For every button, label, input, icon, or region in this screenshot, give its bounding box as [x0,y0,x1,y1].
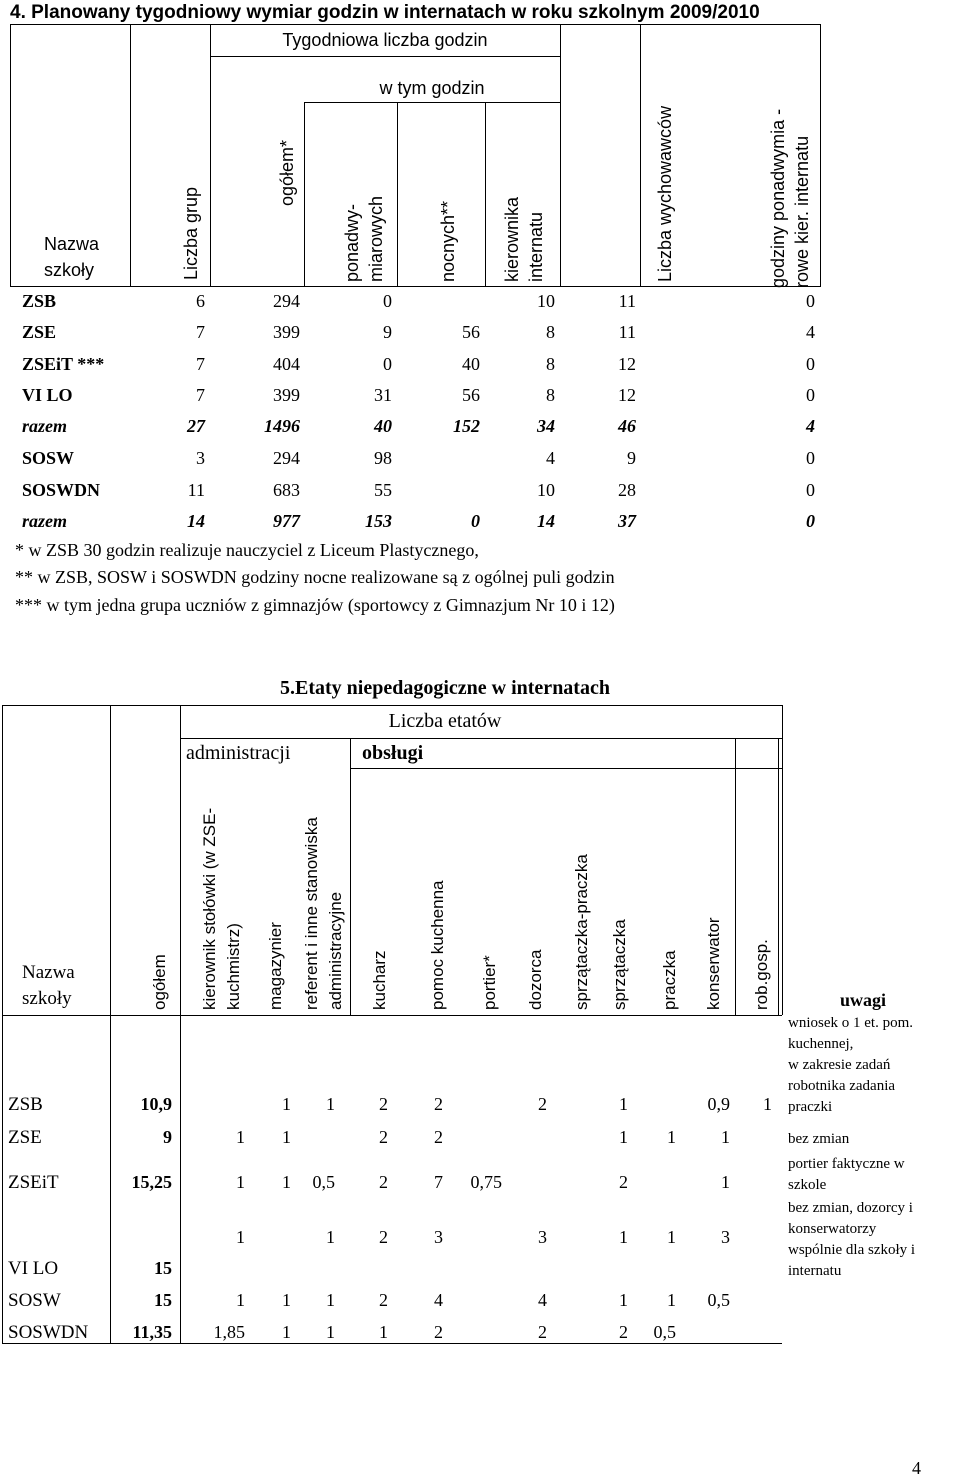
cell-educators: 12 [618,354,636,374]
cell-total: 294 [273,291,300,311]
cell-total: 683 [273,480,300,500]
cell-overtime: 98 [374,448,392,468]
cell-night: 0 [471,511,480,531]
cell-total: 399 [273,385,300,405]
cell-value: 1 [619,1094,628,1114]
cell-value: 1 [721,1172,730,1192]
extra-hours-header-line2: rowe kier. internatu [792,135,812,288]
footnote-1: * w ZSB 30 godzin realizuje nauczyciel z Liceum Plastycznego, [15,540,479,560]
cell-overtime: 9 [383,322,392,342]
cell-total: 404 [273,354,300,374]
cell-value: 0,9 [707,1094,730,1114]
cell-value: 2 [538,1094,547,1114]
cell-overtime: 153 [365,511,392,531]
remark-line: praczki [788,1099,833,1115]
school-name-header: Nazwa [22,962,75,983]
cell-value: 1 [619,1227,628,1247]
cell-total: 11,35 [132,1322,172,1342]
row-name: ZSE [8,1127,42,1148]
cell-value: 0,5 [653,1322,676,1342]
cell-night: 56 [462,322,480,342]
janitor-header: dozorca [526,949,545,1010]
service-header: obsługi [362,742,424,764]
storekeeper-header: magazynier [266,922,285,1010]
cell-educators: 11 [618,291,636,311]
cell-total: 294 [273,448,300,468]
cell-educators: 11 [618,322,636,342]
remark-line: wniosek o 1 et. pom. [788,1015,913,1031]
cook-header: kucharz [370,950,389,1010]
cell-manager: 14 [537,511,555,531]
cell-value: 1 [236,1172,245,1192]
total-header: ogółem [150,954,169,1010]
cell-value: 1 [326,1290,335,1310]
cell-value: 2 [379,1290,388,1310]
cell-value: 0,75 [470,1172,502,1192]
groups-header: Liczba grup [181,186,201,280]
manager-header-line2: internatu [526,211,546,282]
cell-manager: 4 [546,448,555,468]
manager-header: kierownika [502,196,522,282]
cell-value: 1 [667,1127,676,1147]
cell-total: 15 [154,1258,172,1278]
cell-value: 1 [236,1227,245,1247]
cell-value: 1 [619,1290,628,1310]
row-name: VI LO [22,385,73,405]
overtime-header-line2: miarowych [366,195,386,282]
laundress-header: praczka [660,950,679,1010]
canteen-manager-header-line2: kuchmistrz) [224,923,243,1010]
cell-value: 2 [619,1322,628,1342]
cell-manager: 8 [546,354,555,374]
row-name: VI LO [8,1258,59,1279]
cell-extra: 0 [806,448,815,468]
cell-value: 1 [236,1127,245,1147]
cell-value: 2 [379,1127,388,1147]
cell-value: 2 [434,1094,443,1114]
footnote-2: ** w ZSB, SOSW i SOSWDN godziny nocne realizowane są z ogólnej puli godzin [15,567,615,587]
cell-value: 1 [282,1322,291,1342]
remark-line: szkole [788,1177,827,1193]
clerk-header-line2: administracyjne [326,891,345,1010]
row-name: SOSW [8,1290,61,1311]
cell-value: 3 [538,1227,547,1247]
cell-groups: 7 [196,322,205,342]
cell-groups: 7 [196,385,205,405]
cell-groups: 14 [187,511,205,531]
cell-educators: 28 [618,480,636,500]
remark-line: kuchennej, [788,1036,854,1052]
cell-value: 0,5 [707,1290,730,1310]
weekly-hours-header: Tygodniowa liczba godzin [282,30,488,50]
cell-value: 1 [721,1127,730,1147]
cell-value: 1 [667,1290,676,1310]
cell-value: 2 [538,1322,547,1342]
remark-line: w zakresie zadań [788,1057,891,1073]
cell-extra: 4 [806,416,815,436]
cell-night: 152 [453,416,480,436]
row-name: razem [22,511,67,531]
cell-value: 2 [619,1172,628,1192]
cell-educators: 37 [618,511,636,531]
row-name: ZSEiT [8,1172,59,1193]
cell-extra: 4 [806,322,815,342]
cell-value: 2 [379,1172,388,1192]
cell-value: 1 [282,1290,291,1310]
cell-manager: 8 [546,385,555,405]
cell-value: 1 [326,1227,335,1247]
school-name-header-line2: szkoły [22,988,72,1009]
cell-total: 977 [273,511,300,531]
cell-value: 3 [434,1227,443,1247]
remark-line: robotnika zadania [788,1078,896,1094]
footnote-3: *** w tym jedna grupa uczniów z gimnazjów (sportowcy z Gimnazjum Nr 10 i 12) [15,595,615,615]
remark-line: konserwatorzy [788,1221,877,1237]
cell-groups: 3 [196,448,205,468]
extra-hours-header: godziny ponadwymia - [768,108,788,288]
cell-extra: 0 [806,291,815,311]
cell-total: 399 [273,322,300,342]
cell-groups: 27 [187,416,205,436]
cell-total: 9 [163,1127,172,1147]
cell-value: 4 [538,1290,547,1310]
cell-value: 1 [326,1322,335,1342]
porter-header: portier* [480,955,499,1010]
row-name: SOSW [22,448,75,468]
canteen-manager-header: kierownik stołówki (w ZSE- [200,807,219,1010]
cell-total: 15 [154,1290,172,1310]
total-hours-header: ogółem* [277,139,297,206]
cell-overtime: 0 [383,354,392,374]
row-name: ZSEiT *** [22,354,105,374]
row-name: ZSB [8,1094,43,1115]
row-name: razem [22,416,67,436]
cell-overtime: 0 [383,291,392,311]
remark-line: portier faktyczne w [788,1156,905,1172]
cell-total: 1496 [264,416,300,436]
cell-value: 7 [434,1172,443,1192]
cell-groups: 7 [196,354,205,374]
cell-extra: 0 [806,385,815,405]
night-header: nocnych** [438,200,458,282]
remark-line: bez zmian, dozorcy i [788,1200,913,1216]
worker-header: rob.gosp. [752,939,771,1010]
clerk-header: referent i inne stanowiska [302,817,321,1010]
cell-night: 56 [462,385,480,405]
row-name: SOSWDN [8,1322,89,1343]
school-name-header-line2: szkoły [44,260,95,280]
cleaner-laundress-header: sprzątaczka-praczka [572,854,591,1010]
cell-educators: 9 [627,448,636,468]
positions-header: Liczba etatów [388,710,502,732]
cell-value: 2 [379,1227,388,1247]
cell-value: 1 [282,1094,291,1114]
remark-line: wspólnie dla szkoły i [788,1242,916,1258]
cell-overtime: 40 [374,416,392,436]
cell-extra: 0 [806,511,815,531]
row-name: ZSE [22,322,57,342]
cell-educators: 12 [618,385,636,405]
cell-value: 1 [236,1290,245,1310]
cell-manager: 8 [546,322,555,342]
cell-extra: 0 [806,354,815,374]
row-name: ZSB [22,291,57,311]
cell-groups: 6 [196,291,205,311]
educators-header: Liczba wychowawców [655,105,675,282]
cell-overtime: 31 [374,385,392,405]
cell-value: 3 [721,1227,730,1247]
school-name-header: Nazwa [44,234,100,254]
kitchen-help-header: pomoc kuchenna [428,880,447,1010]
cell-manager: 10 [537,291,555,311]
cell-total: 15,25 [131,1172,172,1192]
maintenance-header: konserwator [704,917,723,1010]
row-name: SOSWDN [22,480,101,500]
overtime-header: ponadwy- [342,203,362,282]
cell-manager: 10 [537,480,555,500]
cell-value: 1 [282,1127,291,1147]
cell-value: 1 [667,1227,676,1247]
cell-total: 10,9 [140,1094,172,1114]
remark-line: internatu [788,1263,842,1279]
cell-value: 2 [434,1127,443,1147]
cell-night: 40 [462,354,480,374]
section4-title: 4. Planowany tygodniowy wymiar godzin w internatach w roku szkolnym 2009/2010 [10,2,760,23]
remark-line: bez zmian [788,1131,850,1147]
cell-educators: 46 [618,416,636,436]
cell-value: 1 [763,1094,772,1114]
cell-value: 0,5 [312,1172,335,1192]
cell-groups: 11 [187,480,205,500]
of-which-header: w tym godzin [379,78,485,98]
cell-value: 1 [619,1127,628,1147]
cell-value: 1 [282,1172,291,1192]
cleaner-header: sprzątaczka [610,919,629,1010]
cell-value: 1,85 [213,1322,245,1342]
remarks-header: uwagi [840,990,887,1010]
cell-value: 1 [379,1322,388,1342]
cell-value: 1 [326,1094,335,1114]
cell-value: 4 [434,1290,443,1310]
cell-value: 2 [379,1094,388,1114]
cell-value: 2 [434,1322,443,1342]
admin-header: administracji [186,742,291,764]
cell-overtime: 55 [374,480,392,500]
section5-title: 5.Etaty niepedagogiczne w internatach [280,677,610,699]
cell-extra: 0 [806,480,815,500]
page-number: 4 [912,1458,921,1478]
cell-manager: 34 [537,416,555,436]
